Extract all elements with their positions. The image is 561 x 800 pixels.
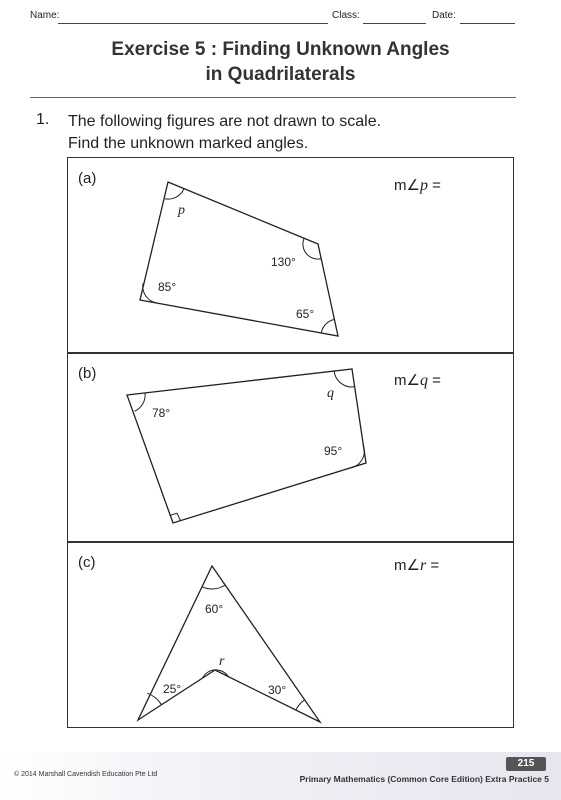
angle-a-85: 85° (158, 280, 177, 294)
class-field[interactable] (363, 23, 426, 24)
arc-c-60 (202, 585, 226, 589)
quadrilateral-c (68, 542, 515, 729)
answer-c-prefix: m∠ (394, 557, 420, 574)
question-line2: Find the unknown marked angles. (68, 135, 309, 152)
quadrilateral-a (68, 158, 515, 355)
name-label: Name: (30, 10, 60, 21)
question-line1: The following figures are not drawn to scale. (68, 113, 382, 130)
answer-c-var: r (419, 557, 427, 574)
panel-c-label: (c) (78, 554, 96, 571)
class-label: Class: (332, 10, 360, 21)
panel-a-label: (a) (78, 170, 97, 187)
student-info-row (30, 10, 520, 26)
answer-c-suffix: = (426, 557, 440, 574)
angle-b-78: 78° (152, 406, 171, 420)
answer-a-prefix: m∠ (394, 177, 420, 194)
exercise-title-line1: Exercise 5 : Finding Unknown Angles (111, 39, 450, 60)
answer-b-prefix: m∠ (394, 372, 420, 389)
answer-a-var: p (419, 177, 428, 194)
angle-a-65: 65° (296, 307, 315, 321)
book-title: Primary Mathematics (Common Core Edition) Extra Practice 5 (299, 774, 549, 784)
answer-b-suffix: = (427, 372, 441, 389)
answer-b-var: q (419, 372, 428, 389)
copyright-notice: © 2014 Marshall Cavendish Education Pte Ltd (14, 771, 158, 778)
date-label: Date: (432, 10, 456, 21)
angle-c-r: r (219, 654, 225, 669)
title-divider (30, 97, 516, 98)
arc-c-30 (296, 700, 305, 710)
angle-a-130: 130° (271, 255, 296, 269)
exercise-title-line2: in Quadrilaterals (205, 64, 356, 85)
question-text (68, 111, 381, 155)
arc-b-q (334, 371, 355, 387)
exercise-title (0, 37, 561, 87)
page-number: 215 (506, 757, 546, 771)
angle-c-60: 60° (205, 602, 224, 616)
arc-b-78 (135, 393, 146, 411)
panel-b (67, 352, 514, 543)
angle-a-p: p (178, 203, 185, 218)
panel-a (67, 157, 514, 354)
panel-c (67, 541, 514, 728)
quadrilateral-b (68, 353, 515, 544)
arc-a-65 (321, 319, 334, 333)
quad-c-shape (138, 566, 320, 722)
question-number: 1. (36, 111, 50, 128)
angle-c-30: 30° (268, 683, 287, 697)
arc-a-85 (143, 283, 157, 303)
angle-b-95: 95° (324, 444, 343, 458)
angle-b-q: q (327, 386, 334, 401)
angle-c-25: 25° (163, 682, 182, 696)
arc-a-p (165, 189, 184, 199)
date-field[interactable] (460, 23, 515, 24)
name-field[interactable] (58, 23, 328, 24)
answer-a-suffix: = (427, 177, 441, 194)
panel-b-label: (b) (78, 365, 97, 382)
